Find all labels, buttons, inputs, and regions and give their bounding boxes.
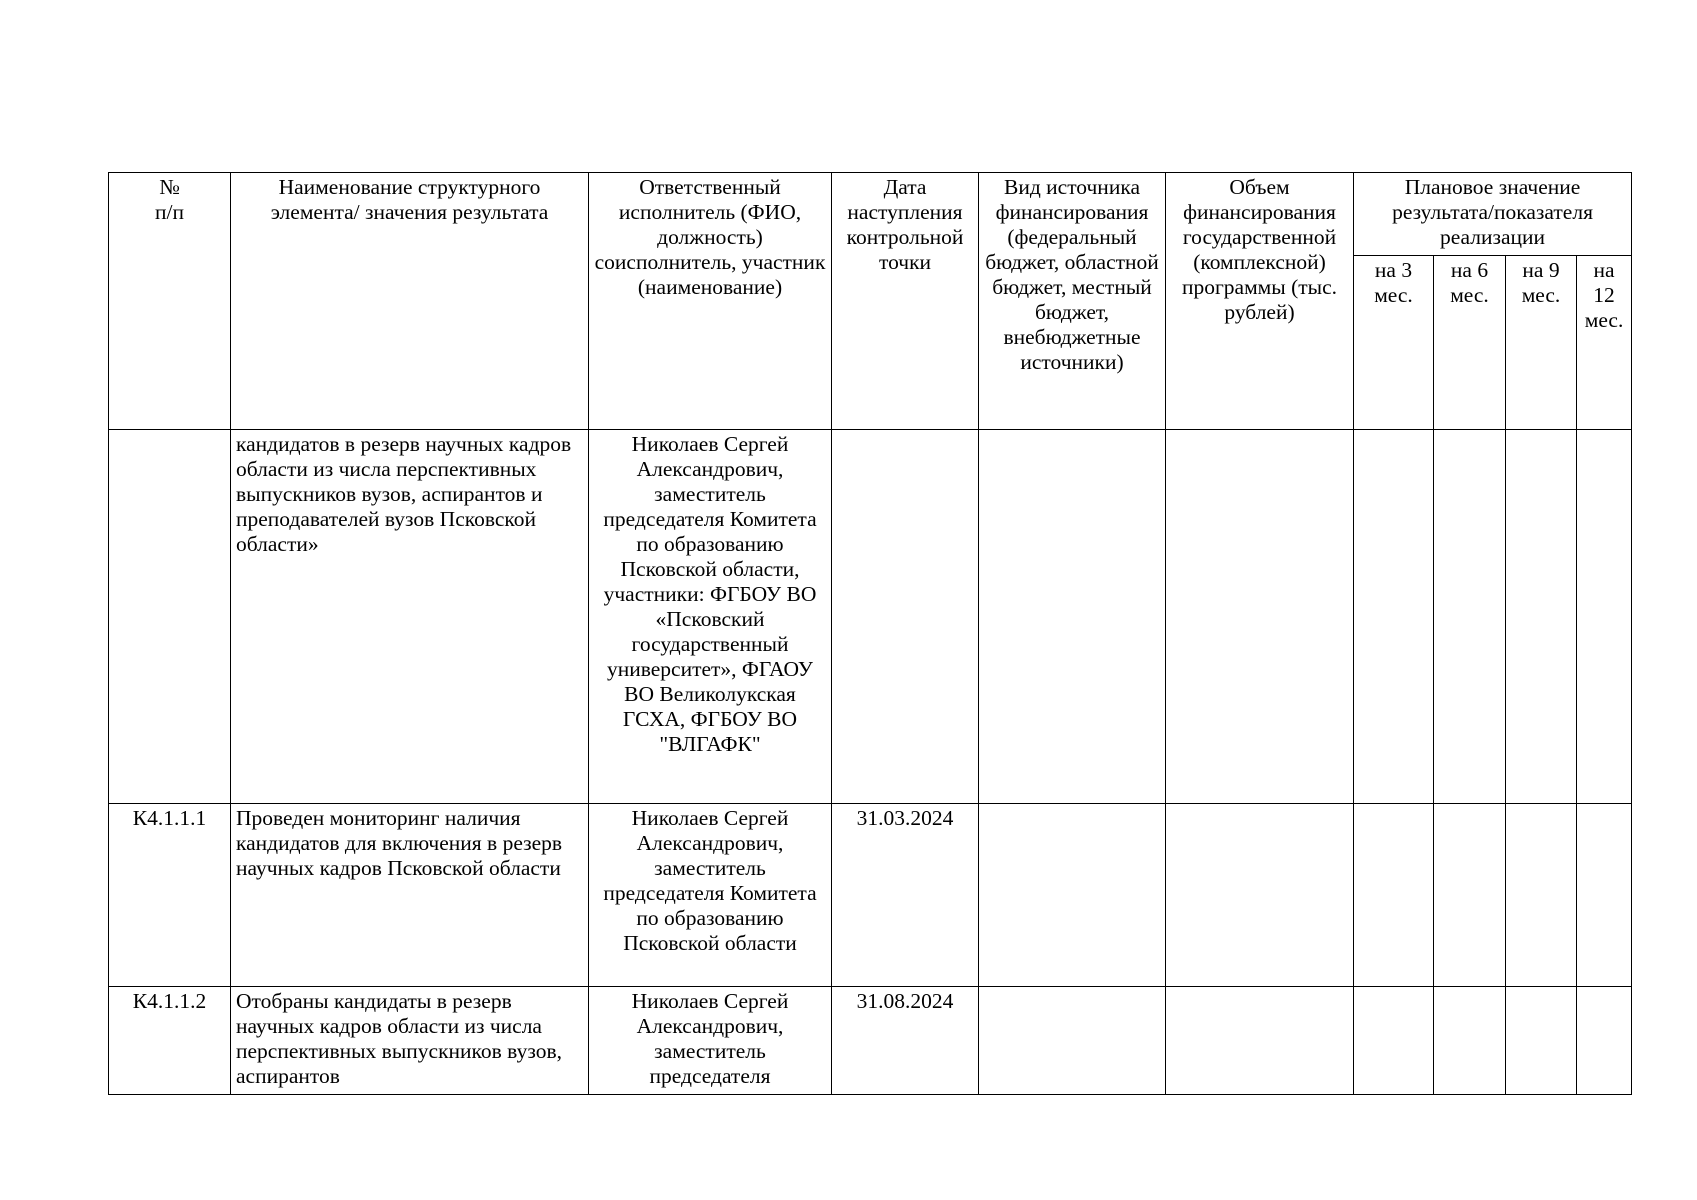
row-12-months [1577, 430, 1632, 804]
header-planned: Плановое значение результата/показателя реализации [1354, 173, 1632, 256]
row-source [979, 804, 1166, 987]
row-volume [1166, 987, 1354, 1095]
table-header-row [109, 173, 1632, 256]
table-row [109, 987, 1632, 1095]
row-number: К4.1.1.2 [109, 987, 231, 1095]
header-6-months: на 6 мес. [1434, 256, 1506, 430]
header-number: № п/п [109, 173, 231, 430]
row-9-months [1506, 987, 1577, 1095]
row-3-months [1354, 804, 1434, 987]
row-responsible: Николаев Сергей Александрович, заместитель председателя Комитета по образованию Псковской области [589, 804, 832, 987]
row-date: 31.08.2024 [832, 987, 979, 1095]
row-3-months [1354, 987, 1434, 1095]
row-name: Проведен мониторинг наличия кандидатов для включения в резерв научных кадров Псковской области [231, 804, 589, 987]
row-9-months [1506, 804, 1577, 987]
row-number: К4.1.1.1 [109, 804, 231, 987]
row-6-months [1434, 804, 1506, 987]
header-name: Наименование структурного элемента/ значения результата [231, 173, 589, 430]
header-responsible: Ответственный исполнитель (ФИО, должность) соисполнитель, участник (наименование) [589, 173, 832, 430]
table-row [109, 804, 1632, 987]
header-date: Дата наступления контрольной точки [832, 173, 979, 430]
header-9-months: на 9 мес. [1506, 256, 1577, 430]
row-6-months [1434, 987, 1506, 1095]
row-date: 31.03.2024 [832, 804, 979, 987]
row-volume [1166, 804, 1354, 987]
row-name: кандидатов в резерв научных кадров области из числа перспективных выпускников вузов, аспирантов и преподавателей вузов Псковской области» [231, 430, 589, 804]
table-row [109, 430, 1632, 804]
row-9-months [1506, 430, 1577, 804]
header-12-months: на 12 мес. [1577, 256, 1632, 430]
row-date [832, 430, 979, 804]
header-volume: Объем финансирования государственной (комплексной) программы (тыс. рублей) [1166, 173, 1354, 430]
row-number [109, 430, 231, 804]
row-source [979, 430, 1166, 804]
header-source: Вид источника финансирования (федеральный бюджет, областной бюджет, местный бюджет, внебюджетные источники) [979, 173, 1166, 430]
row-6-months [1434, 430, 1506, 804]
row-3-months [1354, 430, 1434, 804]
row-source [979, 987, 1166, 1095]
row-responsible: Николаев Сергей Александрович, заместитель председателя [589, 987, 832, 1095]
row-name: Отобраны кандидаты в резерв научных кадров области из числа перспективных выпускников вузов, аспирантов [231, 987, 589, 1095]
header-3-months: на 3 мес. [1354, 256, 1434, 430]
row-volume [1166, 430, 1354, 804]
row-12-months [1577, 804, 1632, 987]
plan-table [108, 172, 1632, 1095]
row-responsible: Николаев Сергей Александрович, заместитель председателя Комитета по образованию Псковской области, участники: ФГБОУ ВО «Псковский государственный университет», ФГАОУ ВО Великолукская ГСХА, ФГБОУ ВО "ВЛГАФК" [589, 430, 832, 804]
row-12-months [1577, 987, 1632, 1095]
